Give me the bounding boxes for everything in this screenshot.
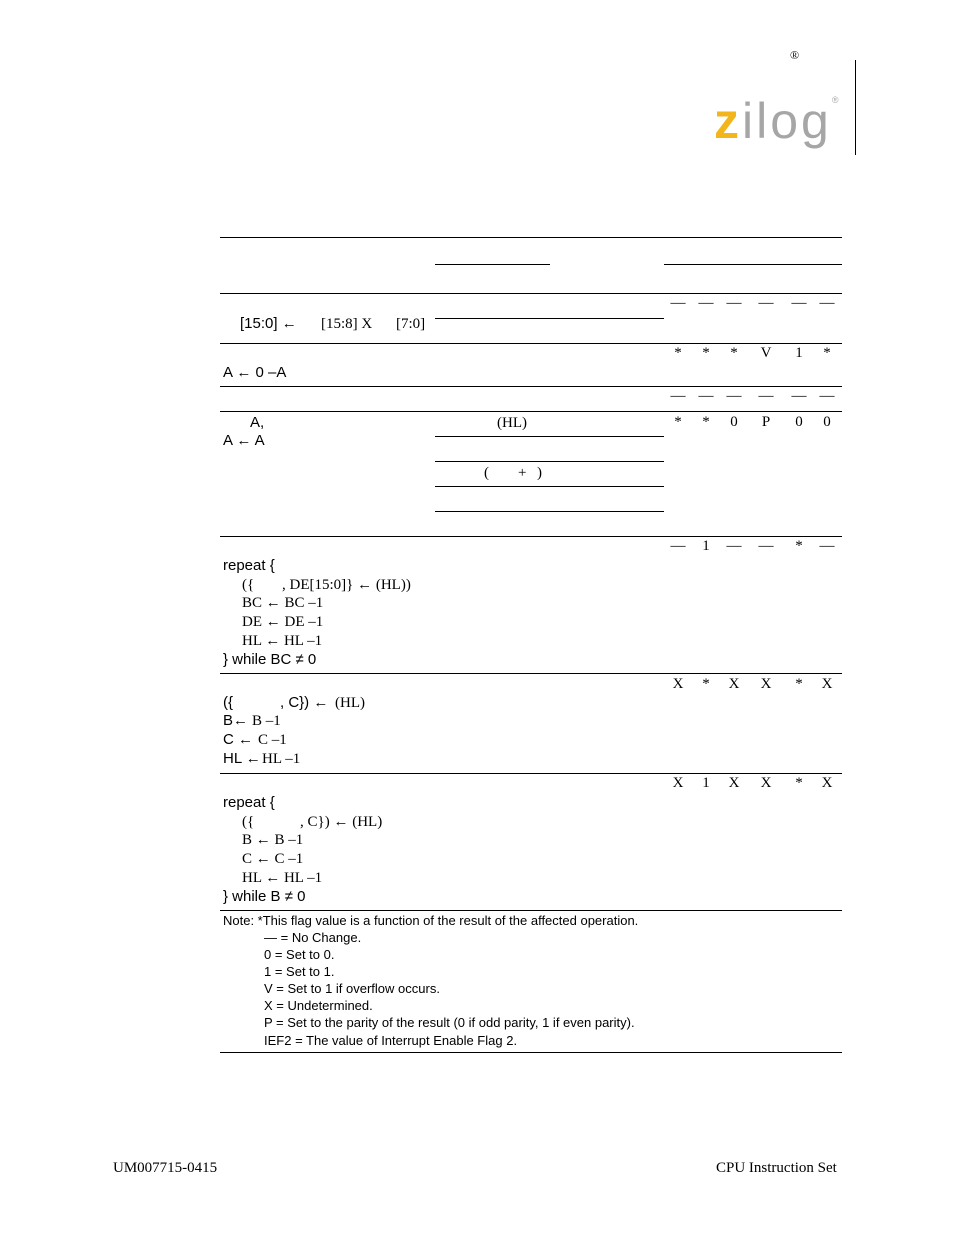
row6-line4b: HL –1 — [262, 751, 301, 767]
row6-line1b: , C}) ← — [280, 694, 329, 711]
flag-r4-n: 0 — [795, 414, 803, 430]
flag-r7-c: X — [821, 775, 833, 791]
row5-line1: repeat { — [223, 557, 275, 574]
row1-end: [7:0] — [396, 316, 426, 332]
row4-op2: A ← A — [223, 432, 265, 449]
row6-line4a: HL ← — [223, 750, 261, 767]
flag-r3-h: — — [726, 388, 742, 404]
zilog-logo — [714, 93, 839, 149]
row6-line2a: B← — [223, 712, 249, 729]
header-bottom-rule — [220, 293, 842, 294]
flag-r3-c: — — [819, 388, 835, 404]
header-vertical-rule — [855, 60, 856, 155]
flag-r2-h: * — [730, 345, 738, 361]
flag-r7-s: X — [672, 775, 684, 791]
row5-line3: BC ← BC –1 — [242, 595, 324, 611]
flag-r6-z: * — [702, 676, 710, 692]
flag-r1-pv: — — [758, 295, 774, 311]
row7-line3: B ← B –1 — [242, 832, 304, 848]
note-line: 1 = Set to 1. — [264, 964, 335, 979]
logo-z: z — [714, 93, 742, 149]
note-line: — = No Change. — [264, 930, 362, 945]
note-line: Note: *This flag value is a function of the result of the affected operation. — [223, 913, 639, 928]
note-line: 0 = Set to 0. — [264, 947, 335, 962]
row4-col-ix-plus: + — [518, 465, 527, 481]
flag-r7-n: * — [795, 775, 803, 791]
flag-r3-z: — — [698, 388, 714, 404]
row6-line1a: ({ — [223, 694, 234, 711]
row7-bottom-rule — [220, 910, 842, 911]
row4-col-hl: (HL) — [497, 415, 527, 431]
flag-r5-c: — — [819, 538, 835, 554]
flag-r4-z: * — [702, 414, 710, 430]
flag-r5-pv: — — [758, 538, 774, 554]
flag-r5-n: * — [795, 538, 803, 554]
row7-line6: } while B ≠ 0 — [223, 888, 306, 905]
note-line: P = Set to the parity of the result (0 if odd parity, 1 if even parity). — [264, 1015, 635, 1030]
row5-line5: HL ← HL –1 — [242, 633, 323, 649]
flag-r1-n: — — [791, 295, 807, 311]
note-line: IEF2 = The value of Interrupt Enable Flag 2. — [264, 1033, 518, 1048]
row4-inner-rule-3 — [435, 486, 664, 487]
row5-line2b: , DE[15:0]} ← (HL)) — [282, 577, 411, 593]
table-top-rule — [220, 237, 842, 238]
flag-r4-h: 0 — [730, 414, 738, 430]
row7-line5: HL ← HL –1 — [242, 870, 323, 886]
row6-line2b: B –1 — [252, 713, 281, 729]
row7-line2b: , C}) ← (HL) — [300, 814, 383, 830]
row6-line1c: (HL) — [335, 695, 365, 711]
row7-line2a: ({ — [242, 814, 255, 830]
flag-r3-s: — — [670, 388, 686, 404]
flag-r5-z: 1 — [702, 538, 710, 554]
flag-r2-z: * — [702, 345, 710, 361]
row1-op: [15:0] ← — [240, 315, 297, 332]
flag-r6-s: X — [672, 676, 684, 692]
note-line: X = Undetermined. — [264, 998, 373, 1013]
row3-bottom-rule — [220, 411, 842, 412]
flag-r5-h: — — [726, 538, 742, 554]
flag-r4-pv: P — [761, 414, 771, 430]
flag-r2-pv: V — [760, 345, 772, 361]
table-bottom-rule — [220, 1052, 842, 1053]
row6-line3a: C ← — [223, 731, 253, 748]
header-sub-rule-right — [664, 264, 842, 265]
row1-bottom-rule — [220, 343, 842, 344]
logo-trademark: ® — [831, 95, 839, 105]
flag-r2-s: * — [674, 345, 682, 361]
header-sub-rule-left — [435, 264, 550, 265]
flag-r5-s: — — [670, 538, 686, 554]
flag-r2-c: * — [823, 345, 831, 361]
row4-col-ix-close: ) — [537, 465, 542, 481]
flag-r7-pv: X — [760, 775, 772, 791]
row7-line1: repeat { — [223, 794, 275, 811]
row4-col-ix-open: ( — [484, 465, 489, 481]
row4-inner-rule-1 — [435, 436, 664, 437]
row6-line3b: C –1 — [258, 732, 287, 748]
note-line: V = Set to 1 if overflow occurs. — [264, 981, 440, 996]
footer-section: CPU Instruction Set — [716, 1160, 837, 1176]
flag-r7-h: X — [728, 775, 740, 791]
flag-r6-n: * — [795, 676, 803, 692]
flag-r1-c: — — [819, 295, 835, 311]
row2-bottom-rule — [220, 386, 842, 387]
row5-line4: DE ← DE –1 — [242, 614, 324, 630]
flag-r6-h: X — [728, 676, 740, 692]
flag-r4-s: * — [674, 414, 682, 430]
flag-r1-h: — — [726, 295, 742, 311]
row4-bottom-rule — [220, 536, 842, 537]
registered-mark: ® — [790, 48, 800, 62]
footer-doc-id: UM007715-0415 — [113, 1160, 218, 1176]
row4-op1: A, — [250, 414, 265, 431]
row4-inner-rule-4 — [435, 511, 664, 512]
row1-mid: [15:8] X — [321, 316, 373, 332]
row6-bottom-rule — [220, 773, 842, 774]
flag-r1-z: — — [698, 295, 714, 311]
flag-r1-s: — — [670, 295, 686, 311]
flag-r3-n: — — [791, 388, 807, 404]
row5-bottom-rule — [220, 673, 842, 674]
flag-r2-n: 1 — [795, 345, 803, 361]
flag-r6-c: X — [821, 676, 833, 692]
row5-line2a: ({ — [242, 577, 255, 593]
row4-inner-rule-2 — [435, 461, 664, 462]
flag-r4-c: 0 — [823, 414, 831, 430]
flag-r7-z: 1 — [702, 775, 710, 791]
row7-line4: C ← C –1 — [242, 851, 304, 867]
logo-text: ilog — [742, 93, 832, 149]
row1-inner-rule — [435, 318, 664, 319]
row2-op: A ← 0 –A — [223, 364, 287, 381]
flag-r6-pv: X — [760, 676, 772, 692]
flag-r3-pv: — — [758, 388, 774, 404]
row5-line6: } while BC ≠ 0 — [223, 651, 317, 668]
